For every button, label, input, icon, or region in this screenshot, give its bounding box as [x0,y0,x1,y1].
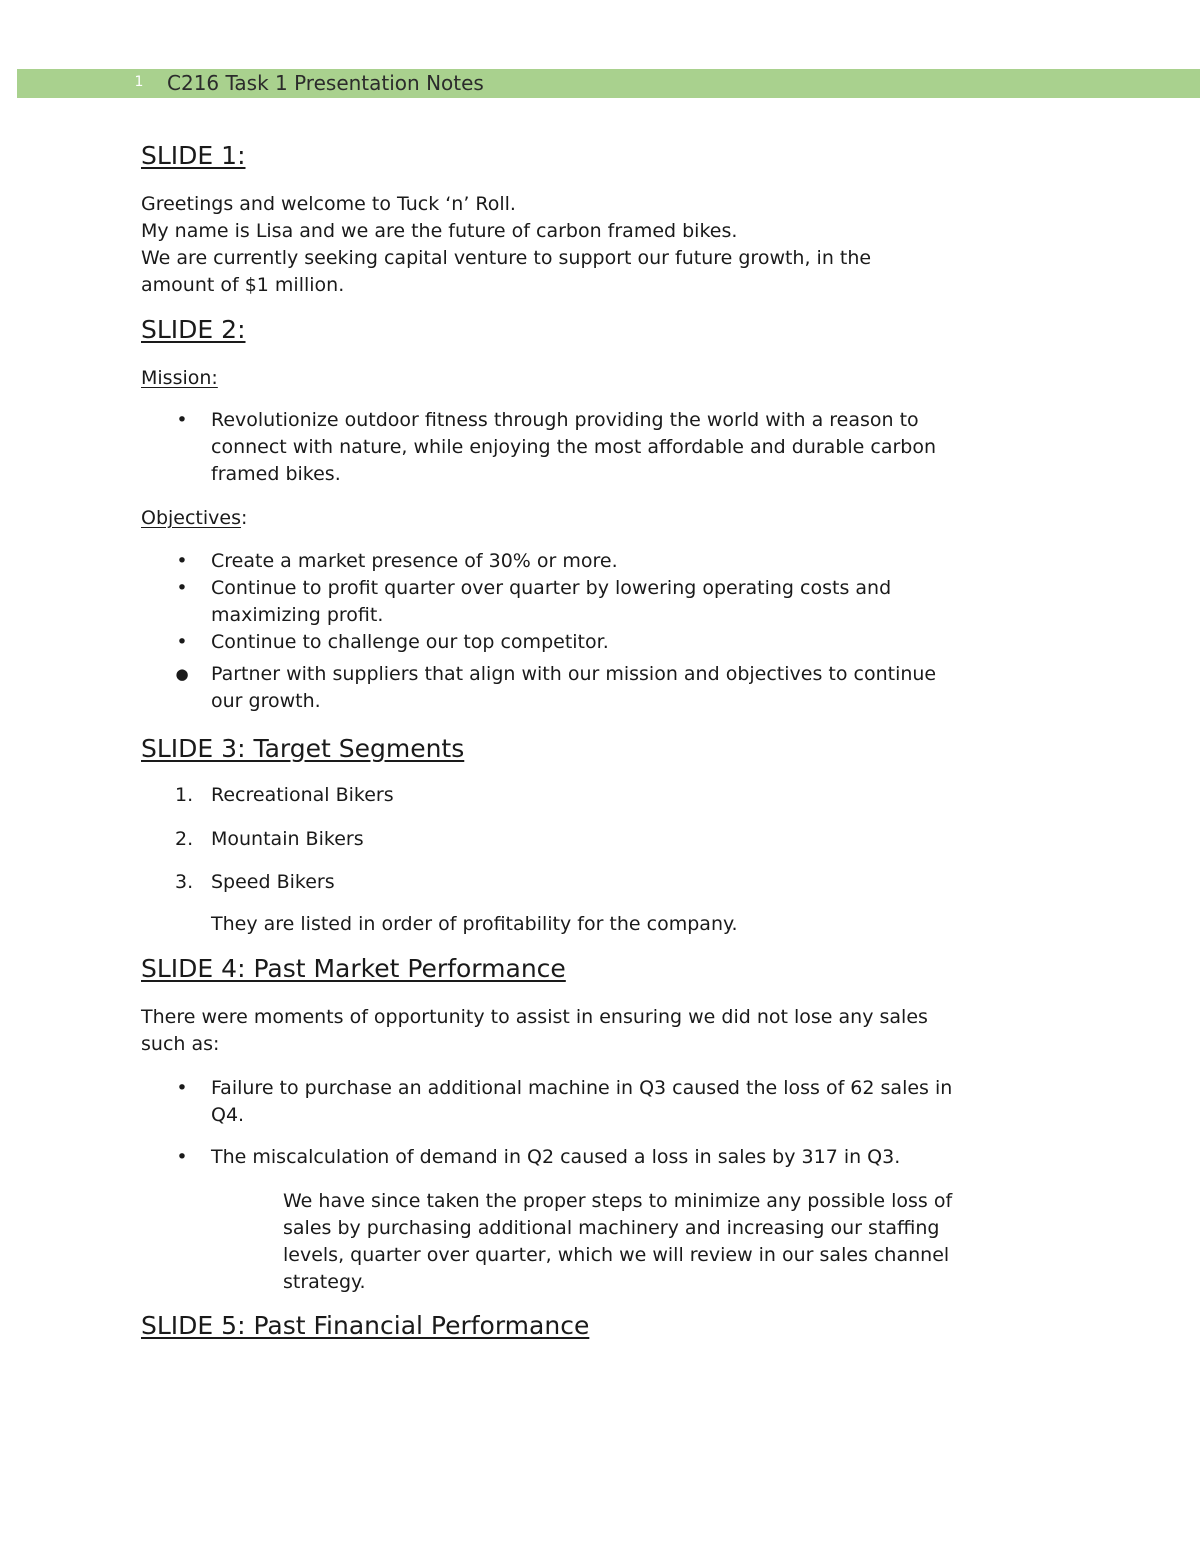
bullet-icon: • [176,1077,188,1099]
mission-label: Mission: [141,367,218,389]
objectives-label-colon: : [241,507,248,529]
performance-line: The miscalculation of demand in Q2 caused a loss in sales by 317 in Q3. [211,1146,901,1168]
bullet-icon: • [176,577,188,599]
closing-line: levels, quarter over quarter, which we will review in our sales channel [283,1244,950,1266]
objective-line: Partner with suppliers that align with our mission and objectives to continue [211,663,937,685]
objective-text [211,629,1071,656]
slide-1-line: My name is Lisa and we are the future of carbon framed bikes. [141,220,738,242]
page-number: 1 [134,74,144,90]
mission-line: connect with nature, while enjoying the most affordable and durable carbon [211,436,937,458]
intro-line: There were moments of opportunity to assist in ensuring we did not lose any sales [141,1006,928,1028]
objective-line: our growth. [211,690,321,712]
closing-line: We have since taken the proper steps to minimize any possible loss of [283,1190,953,1212]
slide-1-line: We are currently seeking capital venture to support our future growth, in the [141,247,872,269]
objective-text [211,661,1071,715]
performance-line: Failure to purchase an additional machine in Q3 caused the loss of 62 sales in [211,1077,953,1099]
segment-text: Mountain Bikers [211,828,364,850]
bullet-icon: • [176,1146,188,1168]
objective-line: maximizing profit. [211,604,384,626]
slide-4-closing [283,1188,952,1296]
intro-line: such as: [141,1033,220,1055]
performance-text [211,1075,1071,1129]
slide-2-heading: SLIDE 2: [141,315,246,344]
objective-line: Create a market presence of 30% or more. [211,550,618,572]
slide-4-heading: SLIDE 4: Past Market Performance [141,954,566,983]
document-title: C216 Task 1 Presentation Notes [167,71,484,95]
objectives-label-text: Objectives [141,507,241,529]
mission-text [211,407,1071,488]
bullet-icon: • [176,631,188,653]
objective-line: Continue to challenge our top competitor. [211,631,609,653]
closing-line: sales by purchasing additional machinery and increasing our staffing [283,1217,940,1239]
bullet-icon: • [176,409,188,431]
slide-1-heading: SLIDE 1: [141,141,246,170]
mission-line: framed bikes. [211,463,341,485]
segment-text: Recreational Bikers [211,784,394,806]
slide-1-line: Greetings and welcome to Tuck ‘n’ Roll. [141,193,516,215]
segment-text: Speed Bikers [211,871,335,893]
objective-text [211,575,1071,629]
performance-line: Q4. [211,1104,245,1126]
slide-3-heading: SLIDE 3: Target Segments [141,734,465,763]
objectives-label [141,505,247,532]
objective-line: Continue to profit quarter over quarter by lowering operating costs and [211,577,892,599]
slide-1-line: amount of $1 million. [141,274,345,296]
mission-line: Revolutionize outdoor fitness through providing the world with a reason to [211,409,919,431]
list-number: 2. [175,828,194,850]
slide-4-intro [141,1004,928,1058]
slide-5-heading: SLIDE 5: Past Financial Performance [141,1311,590,1340]
list-number: 1. [175,784,194,806]
header-bar [17,69,1200,98]
segments-note: They are listed in order of profitability for the company. [211,913,738,935]
bullet-icon: ● [175,665,189,683]
performance-text [211,1144,1071,1171]
bullet-icon: • [176,550,188,572]
slide-1-paragraph [141,191,871,299]
closing-line: strategy. [283,1271,366,1293]
list-number: 3. [175,871,194,893]
objective-text [211,548,1071,575]
